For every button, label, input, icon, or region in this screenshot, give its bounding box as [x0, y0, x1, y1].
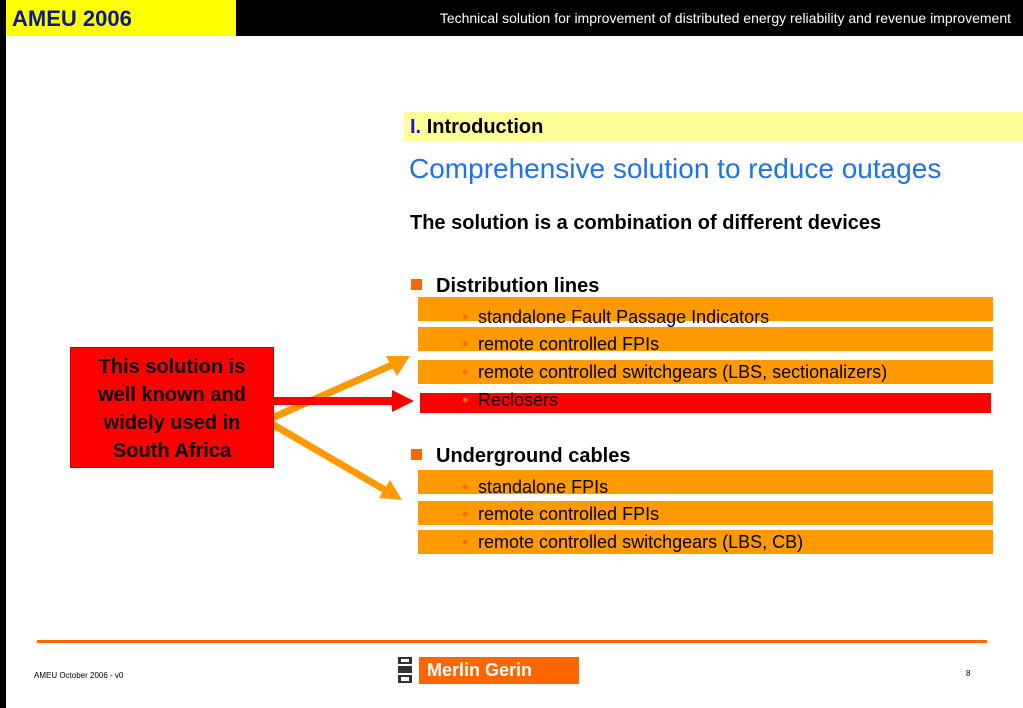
dot-bullet-icon: ● [462, 536, 469, 548]
merlin-gerin-logo-icon [397, 656, 413, 684]
group-title: Underground cables [436, 445, 631, 467]
list-item-text: remote controlled switchgears (LBS, sectionalizers) [478, 362, 888, 382]
callout-line: well known and [98, 384, 246, 406]
dot-bullet-icon: ● [462, 311, 469, 323]
arrow-down-orange [272, 424, 402, 500]
callout-line: widely used in [103, 412, 241, 434]
slide-title: Comprehensive solution to reduce outages [409, 153, 942, 184]
section-number: I. [410, 116, 422, 138]
list-item-text: remote controlled FPIs [478, 504, 660, 524]
callout-box [70, 347, 274, 468]
dot-bullet-icon: ● [462, 394, 469, 406]
footer-divider [37, 640, 987, 643]
logo-text: Merlin Gerin [419, 657, 579, 684]
list-item-text: standalone Fault Passage Indicators [478, 307, 770, 327]
header-title: Technical solution for improvement of distributed energy reliability and revenue improvement [439, 10, 1011, 26]
section-title: Introduction [426, 116, 544, 138]
arrow-up-orange [272, 356, 410, 418]
list-item-text: remote controlled FPIs [478, 334, 660, 354]
page-number: 8 [966, 669, 971, 678]
slide-subtitle: The solution is a combination of different devices [410, 212, 882, 234]
header-badge: AMEU 2006 [6, 0, 236, 36]
dot-bullet-icon: ● [462, 338, 469, 350]
footer-caption: AMEU October 2006 - v0 [34, 671, 124, 680]
callout-line: South Africa [112, 440, 232, 462]
list-item-text: standalone FPIs [478, 477, 609, 497]
group-title: Distribution lines [436, 275, 600, 297]
list-item-text: Reclosers [478, 390, 559, 410]
list-item-text: remote controlled switchgears (LBS, CB) [478, 532, 804, 552]
dot-bullet-icon: ● [462, 508, 469, 520]
dot-bullet-icon: ● [462, 366, 469, 378]
dot-bullet-icon: ● [462, 481, 469, 493]
callout-line: This solution is [98, 356, 246, 378]
